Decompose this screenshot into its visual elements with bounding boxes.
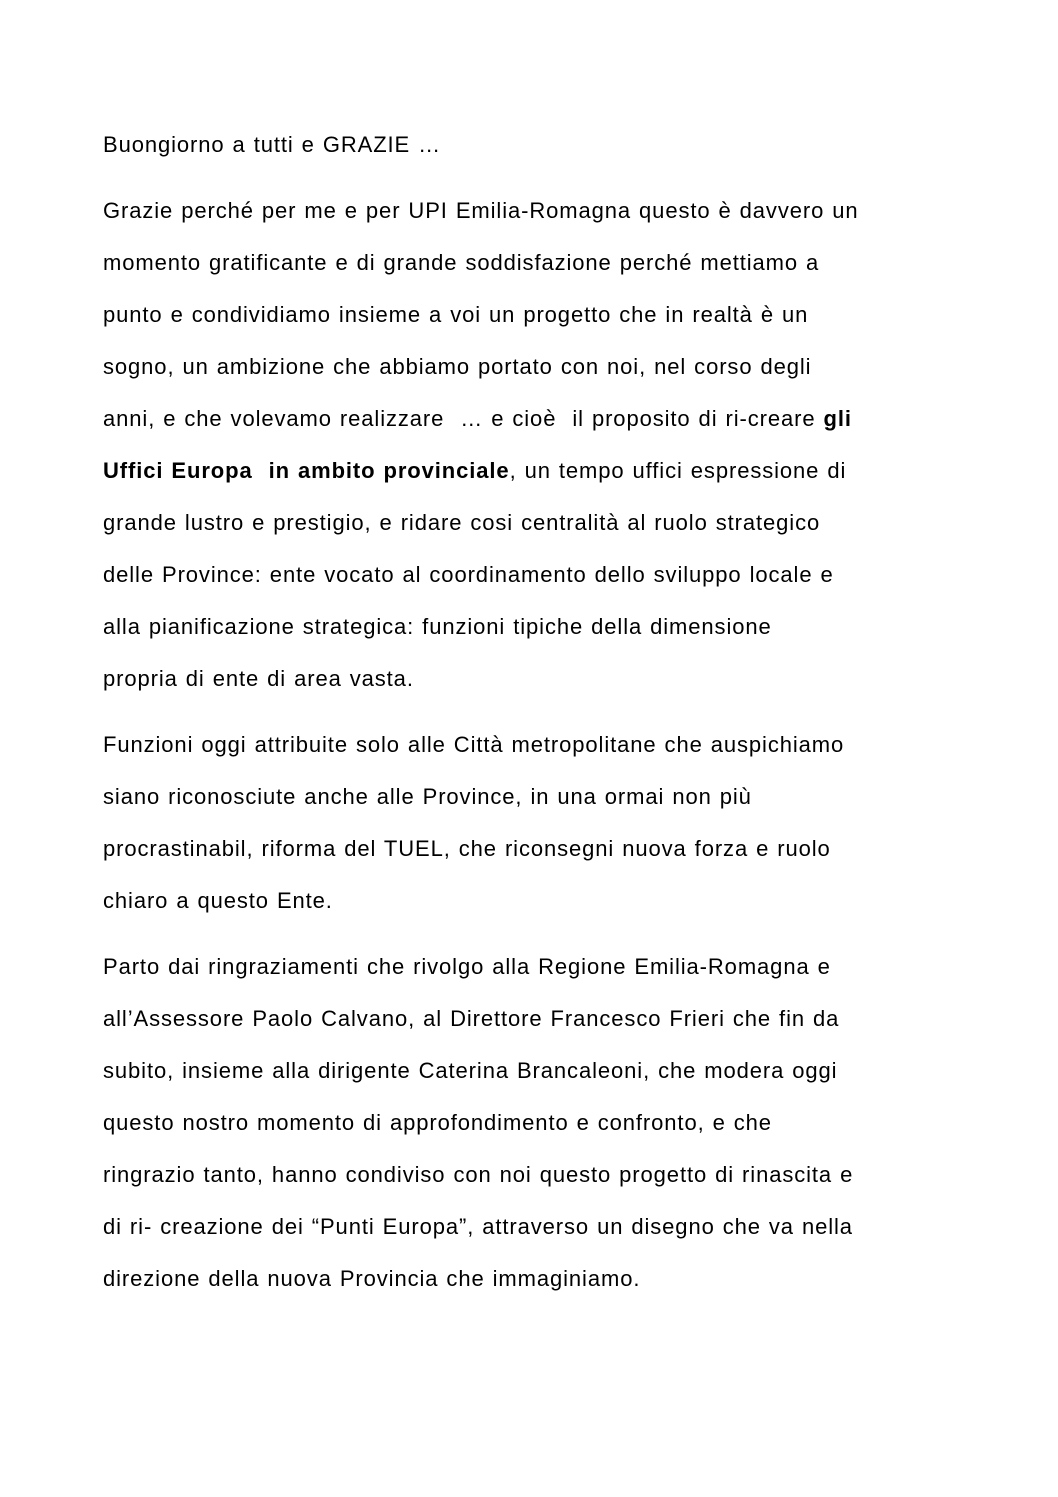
text-line [103, 601, 988, 653]
text-line [103, 119, 988, 171]
text-run: grande lustro e prestigio, e ridare cosi centralità al ruolo strategico [103, 510, 821, 535]
text-line [103, 289, 988, 341]
bold-text-run: gli [823, 406, 852, 431]
text-line [103, 941, 988, 993]
text-run: , un tempo uffici espressione di [509, 458, 847, 483]
text-line [103, 393, 988, 445]
text-run: questo nostro momento di approfondimento e confronto, e che [103, 1110, 772, 1135]
text-line [103, 1045, 988, 1097]
text-run: di ri- creazione dei “Punti Europa”, attraverso un disegno che va nella [103, 1214, 853, 1239]
text-line [103, 185, 988, 237]
text-line [103, 549, 988, 601]
text-line [103, 653, 988, 705]
text-run: Funzioni oggi attribuite solo alle Città metropolitane che auspichiamo [103, 732, 845, 757]
text-run: Grazie perché per me e per UPI Emilia-Romagna questo è davvero un [103, 198, 859, 223]
paragraph [103, 119, 988, 171]
text-run: all’Assessore Paolo Calvano, al Direttore Francesco Frieri che fin da [103, 1006, 840, 1031]
text-run: subito, insieme alla dirigente Caterina Brancaleoni, che modera oggi [103, 1058, 838, 1083]
text-line [103, 1097, 988, 1149]
text-line [103, 1201, 988, 1253]
text-run: siano riconosciute anche alle Province, in una ormai non più [103, 784, 752, 809]
text-run: procrastinabil, riforma del TUEL, che riconsegni nuova forza e ruolo [103, 836, 831, 861]
text-run: momento gratificante e di grande soddisfazione perché mettiamo a [103, 250, 820, 275]
text-run: delle Province: ente vocato al coordinamento dello sviluppo locale e [103, 562, 834, 587]
text-line [103, 445, 988, 497]
text-run: anni, e che volevamo realizzare … e cioè il proposito di ri-creare [103, 406, 824, 431]
text-run: chiaro a questo Ente. [103, 888, 333, 913]
text-run: Parto dai ringraziamenti che rivolgo alla Regione Emilia-Romagna e [103, 954, 831, 979]
paragraph [103, 719, 988, 927]
text-line [103, 771, 988, 823]
text-run: alla pianificazione strategica: funzioni tipiche della dimensione [103, 614, 772, 639]
text-line [103, 1149, 988, 1201]
bold-text-run: Uffici Europa in ambito provinciale [103, 458, 510, 483]
text-run: ringrazio tanto, hanno condiviso con noi questo progetto di rinascita e [103, 1162, 854, 1187]
document-body [103, 119, 988, 1305]
text-run: sogno, un ambizione che abbiamo portato con noi, nel corso degli [103, 354, 812, 379]
text-run: punto e condividiamo insieme a voi un progetto che in realtà è un [103, 302, 809, 327]
text-line [103, 237, 988, 289]
text-line [103, 341, 988, 393]
text-line [103, 1253, 988, 1305]
text-run: direzione della nuova Provincia che immaginiamo. [103, 1266, 641, 1291]
text-line [103, 875, 988, 927]
text-line [103, 993, 988, 1045]
text-run: propria di ente di area vasta. [103, 666, 414, 691]
text-run: Buongiorno a tutti e GRAZIE … [103, 132, 442, 157]
text-line [103, 719, 988, 771]
paragraph [103, 185, 988, 705]
text-line [103, 497, 988, 549]
paragraph [103, 941, 988, 1305]
text-line [103, 823, 988, 875]
